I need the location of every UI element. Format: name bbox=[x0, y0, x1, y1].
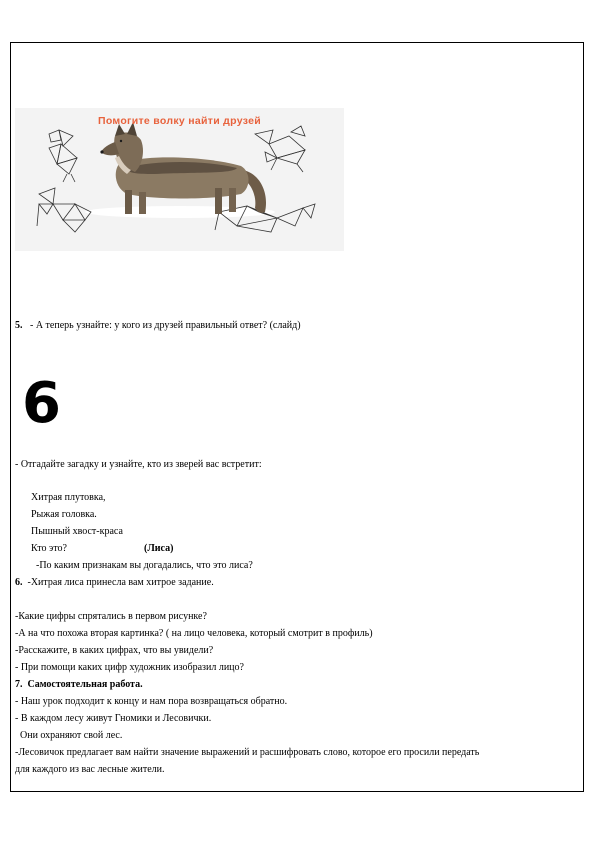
step7-line bbox=[15, 678, 143, 691]
step7-number: 7. bbox=[15, 679, 23, 690]
step6-text: -Хитрая лиса принесла вам хитрое задание. bbox=[27, 577, 214, 588]
final-line-3: Они охраняют свой лес. bbox=[20, 730, 123, 741]
wolf-figure bbox=[100, 122, 266, 214]
tangram-bird-icon bbox=[49, 130, 77, 182]
riddle-line-1: Хитрая плутовка, bbox=[31, 492, 106, 503]
wolf-illustration bbox=[15, 108, 344, 251]
step5-text: - А теперь узнайте: у кого из друзей правильный ответ? (слайд) bbox=[30, 320, 301, 331]
riddle-answer: (Лиса) bbox=[144, 543, 174, 554]
final-line-1: - Наш урок подходит к концу и нам пора возвращаться обратно. bbox=[15, 696, 288, 707]
tangram-dog-icon bbox=[37, 188, 91, 232]
question-2: -А на что похожа вторая картинка? ( на лицо человека, который смотрит в профиль) bbox=[15, 628, 373, 639]
step7-title: Самостоятельная работа. bbox=[27, 679, 143, 690]
tangram-horse-icon bbox=[255, 126, 305, 172]
final-line-2: - В каждом лесу живут Гномики и Лесовички. bbox=[15, 713, 212, 724]
question-4: - При помощи каких цифр художник изобразил лицо? bbox=[15, 662, 244, 673]
step6-line bbox=[15, 576, 214, 589]
step5-number: 5. bbox=[15, 320, 23, 331]
question-fox: -По каким признакам вы догадались, что это лиса? bbox=[36, 560, 253, 571]
picture-title: Помогите волку найти друзей bbox=[97, 115, 261, 127]
step6-number: 6. bbox=[15, 577, 23, 588]
riddle-line-2: Рыжая головка. bbox=[31, 509, 97, 520]
final-line-5: для каждого из вас лесные жители. bbox=[15, 764, 165, 775]
big-number: 6 bbox=[22, 371, 61, 436]
riddle-line-3: Пышный хвост-краса bbox=[31, 526, 123, 537]
question-3: -Расскажите, в каких цифрах, что вы увидели? bbox=[15, 645, 214, 656]
riddle-line-4: Кто это? bbox=[31, 543, 67, 554]
riddle-intro: - Отгадайте загадку и узнайте, кто из зверей вас встретит: bbox=[15, 459, 262, 470]
wolf-picture bbox=[15, 108, 344, 251]
step5-line bbox=[15, 319, 301, 332]
final-line-4: -Лесовичок предлагает вам найти значение выражений и расшифровать слово, которое его просили передать bbox=[15, 747, 480, 758]
question-1: -Какие цифры спрятались в первом рисунке? bbox=[15, 611, 207, 622]
